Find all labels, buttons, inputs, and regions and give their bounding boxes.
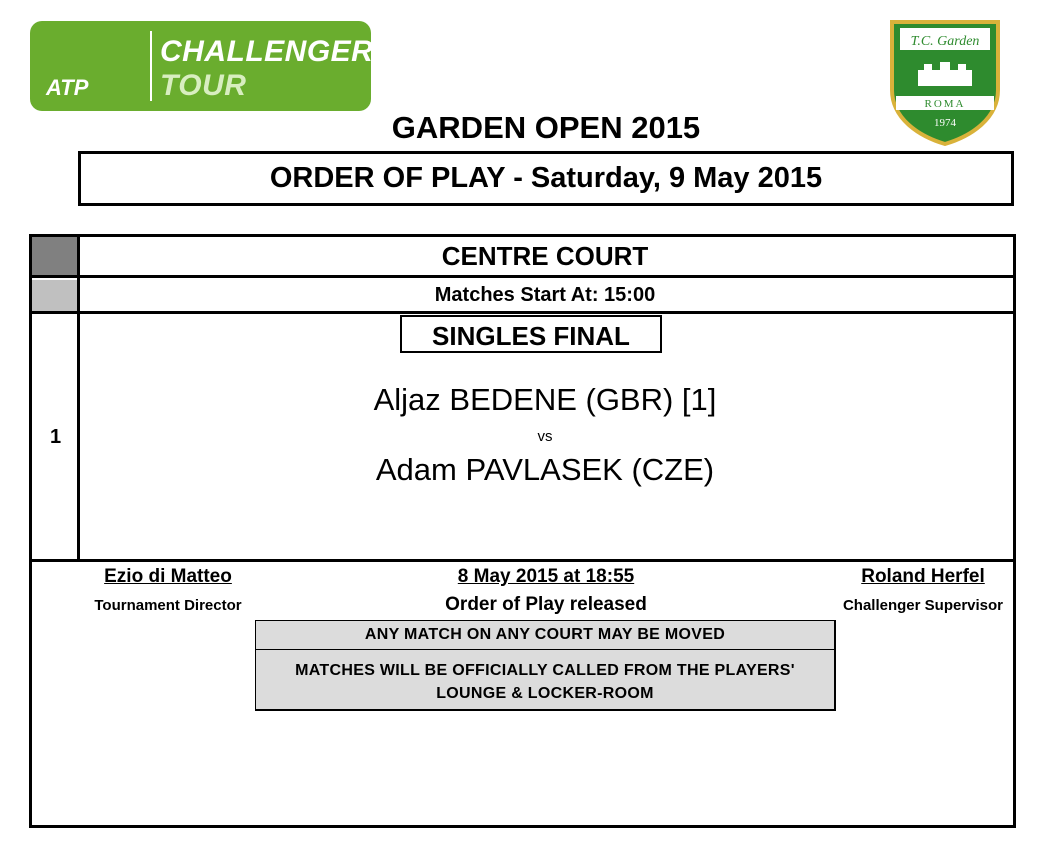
player-two: Adam PAVLASEK (CZE) (375, 452, 715, 487)
club-name-text: T.C. Garden (910, 34, 980, 49)
club-year-text: 1974 (934, 117, 956, 129)
release-date: 8 May 2015 at 18:55 (457, 566, 635, 587)
notice-move-matches: ANY MATCH ON ANY COURT MAY BE MOVED (364, 626, 726, 643)
start-time-divider (32, 311, 1013, 314)
court-name: CENTRE COURT (441, 241, 649, 271)
order-of-play-box (78, 151, 1014, 206)
start-time: Matches Start At: 15:00 (434, 284, 656, 306)
atp-challenger-logo (30, 21, 374, 111)
court-header-divider (32, 275, 1013, 278)
logo-divider (150, 31, 152, 101)
notice-called-from-lounge: MATCHES WILL BE OFFICIALLY CALLED FROM THE PLAYERS' LOUNGE & LOCKER-ROOM (295, 662, 795, 702)
match-number: 1 (49, 426, 62, 448)
round-box (400, 315, 662, 353)
round-label: SINGLES FINAL (432, 321, 630, 351)
director-name: Ezio di Matteo (104, 566, 232, 587)
challenger-text: CHALLENGER (160, 35, 374, 68)
supervisor-role: Challenger Supervisor (842, 597, 1004, 614)
tournament-title: GARDEN OPEN 2015 (391, 110, 701, 145)
notice-divider (256, 649, 834, 650)
match-divider (32, 559, 1013, 562)
notice-box (255, 620, 836, 711)
versus-label: vs (537, 428, 553, 445)
order-of-play-title: ORDER OF PLAY - Saturday, 9 May 2015 (269, 162, 823, 194)
court-header-shade (32, 237, 77, 275)
atp-mark: ATP (46, 75, 89, 100)
start-time-shade (32, 280, 77, 311)
director-role: Tournament Director (94, 597, 242, 614)
release-label: Order of Play released (445, 594, 647, 615)
tour-text: TOUR (160, 69, 247, 102)
supervisor-name: Roland Herfel (861, 566, 985, 587)
club-city-text: ROMA (924, 98, 966, 110)
player-one: Aljaz BEDENE (GBR) [1] (373, 382, 717, 417)
